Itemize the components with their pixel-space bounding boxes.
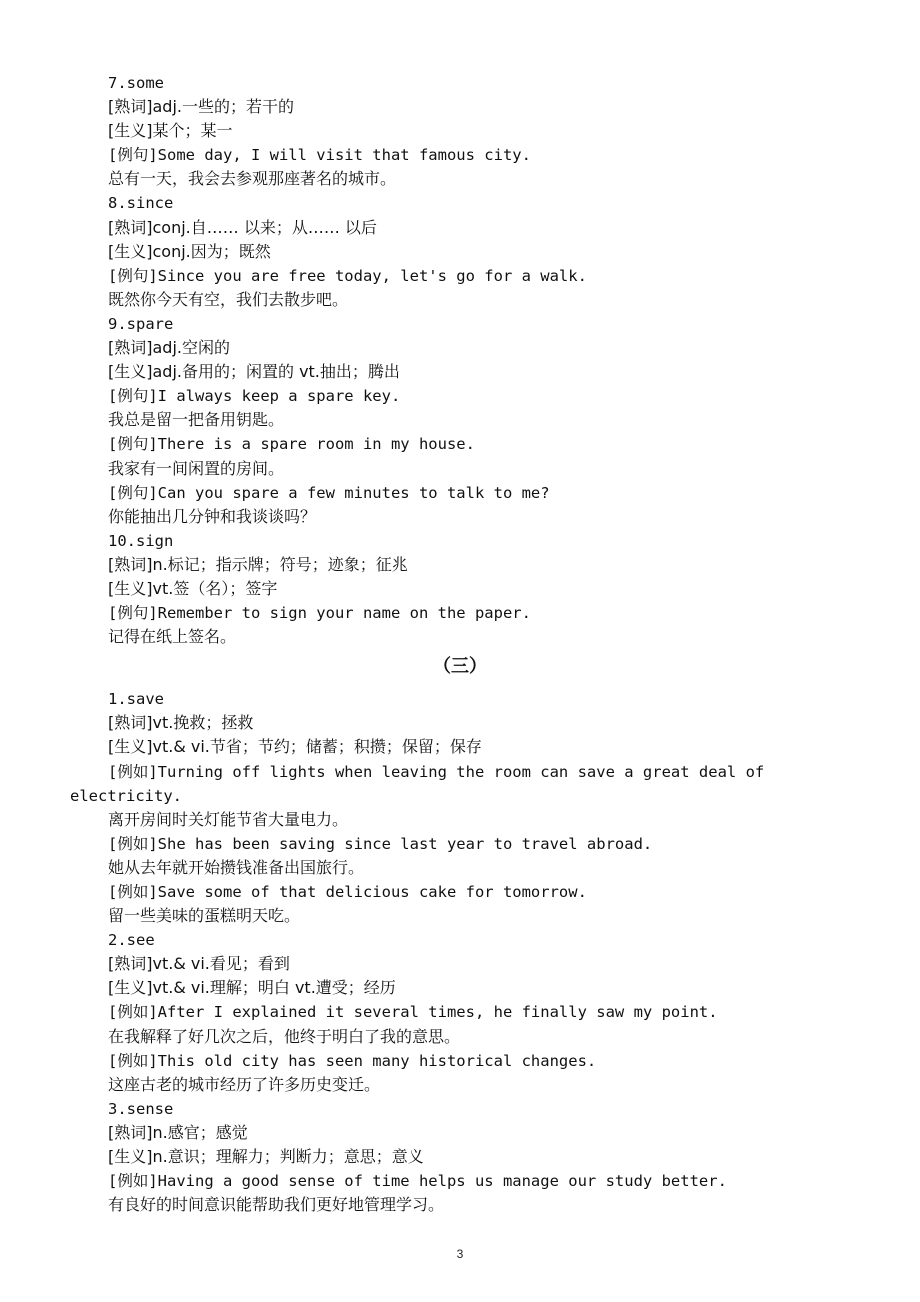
familiar-meaning: [熟词]n.标记；指示牌；符号；迹象；征兆	[108, 554, 408, 574]
familiar-meaning: [熟词]vt.& vi.看见；看到	[108, 954, 290, 974]
example-sentence: [例句]I always keep a spare key.	[108, 387, 401, 406]
example-translation: 她从去年就开始攒钱准备出国旅行。	[108, 857, 365, 877]
entry-heading: 7.some	[108, 74, 164, 92]
new-meaning: [生义]某个；某一	[108, 121, 233, 141]
vocab-entry-sign	[70, 529, 790, 649]
example-translation: 在我解释了好几次之后，他终于明白了我的意思。	[108, 1026, 461, 1046]
example-sentence: [例句]Remember to sign your name on the paper.	[108, 604, 531, 623]
example-sentence: [例如]After I explained it several times, he finally saw my point.	[108, 1003, 718, 1022]
new-meaning: [生义]conj.因为；既然	[108, 241, 271, 261]
new-meaning: [生义]vt.签（名）；签字	[108, 578, 278, 598]
vocab-entry-save	[70, 687, 790, 928]
example-sentence: [例如]Save some of that delicious cake for tomorrow.	[108, 883, 587, 901]
entry-heading: 2.see	[108, 931, 155, 950]
new-meaning: [生义]n.意识；理解力；判断力；意思；意义	[108, 1147, 424, 1167]
example-translation: 我总是留一把备用钥匙。	[108, 410, 285, 430]
entry-heading: 3.sense	[108, 1099, 174, 1118]
familiar-meaning: [熟词]n.感官；感觉	[108, 1122, 248, 1142]
example-translation: 我家有一间闲置的房间。	[108, 458, 285, 478]
entry-heading: 1.save	[108, 690, 164, 709]
new-meaning: [生义]vt.& vi.理解；明白 vt.遭受；经历	[108, 978, 396, 998]
familiar-meaning: [熟词]conj.自…… 以来；从…… 以后	[108, 217, 377, 237]
example-sentence: [例如]Having a good sense of time helps us manage our study better.	[108, 1172, 727, 1191]
example-translation: 有良好的时间意识能帮助我们更好地管理学习。	[108, 1195, 445, 1215]
vocab-entry-some	[70, 71, 790, 191]
vocab-entry-sense	[70, 1097, 790, 1217]
familiar-meaning: [熟词]adj.一些的；若干的	[108, 97, 294, 117]
example-translation: 总有一天，我会去参观那座著名的城市。	[108, 169, 397, 189]
section-title: （三）	[433, 656, 487, 678]
entry-heading: 9.spare	[108, 314, 174, 333]
vocab-entry-see	[70, 928, 790, 1097]
example-translation: 这座古老的城市经历了许多历史变迁。	[108, 1074, 381, 1094]
example-translation: 留一些美味的蛋糕明天吃。	[108, 906, 301, 926]
new-meaning: [生义]vt.& vi.节省；节约；储蓄；积攒；保留；保存	[108, 737, 482, 757]
page-content	[70, 71, 790, 1217]
example-translation: 既然你今天有空，我们去散步吧。	[108, 289, 349, 309]
example-sentence: [例如]Turning off lights when leaving the room can save a great deal of electricity.	[70, 762, 765, 805]
familiar-meaning: [熟词]vt.挽救；拯救	[108, 713, 254, 733]
example-translation: 离开房间时关灯能节省大量电力。	[108, 809, 349, 829]
vocab-entry-since	[70, 191, 790, 311]
example-sentence: [例句]There is a spare room in my house.	[108, 435, 475, 454]
example-sentence: [例句]Some day, I will visit that famous city.	[108, 146, 531, 165]
example-sentence: [例如]She has been saving since last year to travel abroad.	[108, 834, 653, 853]
example-sentence: [例如]This old city has seen many historical changes.	[108, 1051, 597, 1070]
example-sentence: [例句]Can you spare a few minutes to talk to me?	[108, 483, 550, 502]
entry-heading: 8.since	[108, 194, 174, 213]
example-translation: 记得在纸上签名。	[108, 627, 237, 647]
vocab-entry-spare	[70, 312, 790, 529]
example-sentence: [例句]Since you are free today, let's go for a walk.	[108, 266, 587, 285]
familiar-meaning: [熟词]adj.空闲的	[108, 338, 230, 358]
new-meaning: [生义]adj.备用的；闲置的 vt.抽出；腾出	[108, 362, 400, 382]
entry-heading: 10.sign	[108, 531, 174, 550]
example-translation: 你能抽出几分钟和我谈谈吗？	[108, 506, 317, 526]
page-number: 3	[456, 1247, 464, 1261]
